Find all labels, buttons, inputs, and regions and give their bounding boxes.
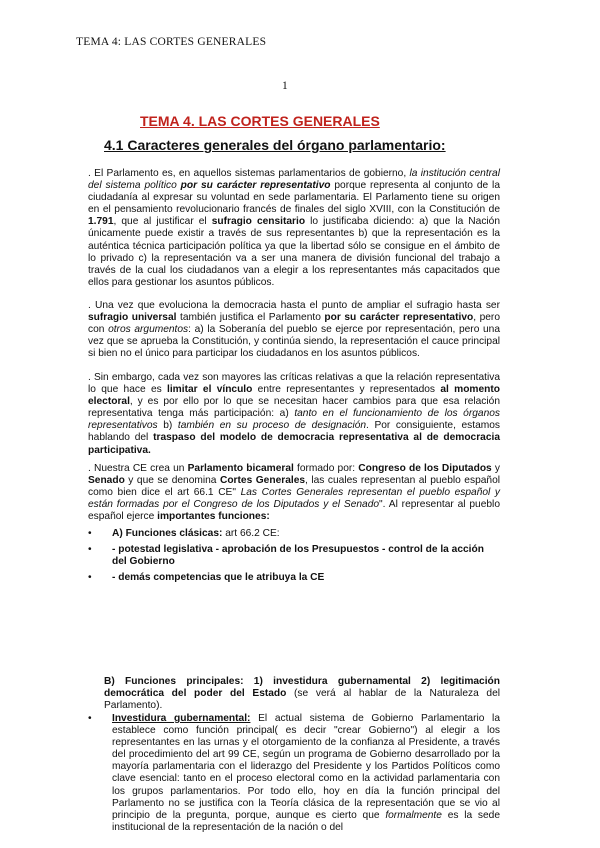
functions-item-3: - demás competencias que le atribuya la CE (112, 572, 325, 584)
p4-bold: Parlamento bicameral (187, 463, 294, 474)
list-item (88, 572, 500, 584)
p2-italic: otros argumentos (108, 324, 189, 336)
list-item (88, 528, 500, 540)
p4-text-2: formado por: (293, 463, 359, 474)
p3-text-4: b) (157, 420, 178, 432)
functions-b-bold: B) Funciones principales: 1) investidura gubernamental 2) legitimación democrática del poder del Estado (104, 676, 500, 700)
bullet: • (88, 713, 92, 724)
p1-text: . El Parlamento es, en aquellos sistemas parlamentarios de gobierno, (88, 168, 410, 179)
p3-text: . Sin embargo, cada vez son mayores las críticas relativas a que la relación representativa lo que hace es (88, 372, 500, 396)
paragraph-1 (88, 168, 500, 289)
paragraph-4 (88, 463, 500, 523)
list-item (88, 544, 500, 568)
p3-italic: tanto en el funcionamiento de los órganos representativos (88, 408, 500, 432)
functions-b-text: (se verá al hablar de la Naturaleza del Parlamento). (104, 688, 501, 712)
p4-text-5: , las cuales representan al pueblo español como bien dice el art 66.1 CE" (88, 475, 500, 499)
p2-text-2: también justifica el Parlamento (176, 312, 325, 324)
p3-text-2: entre representantes y representados (252, 384, 441, 396)
p1-year: 1.791 (88, 216, 114, 228)
p3-bold-2: al momento electoral (88, 384, 500, 408)
p3-text-5: . Por consiguiente, estamos hablando del (88, 420, 500, 444)
section-heading: 4.1 Caracteres generales del órgano parlamentario: (104, 137, 446, 153)
p4-text-6: ". Al representar al pueblo español ejerce (88, 499, 500, 523)
p3-italic-2: también en su proceso de designación (177, 420, 367, 432)
p2-text: . Una vez que evoluciona la democracia hasta el punto de ampliar el sufragio hasta ser (88, 300, 500, 311)
functions-a-label: A) Funciones clásicas: (112, 528, 223, 539)
p1-text-4: lo justificaba diciendo: a) que la Nación únicamente puede existir a través de sus representantes b) que la representación es la auténtica técnica participación política ya que la libertad sólo se consigue en el ámbito de lo privado c) la representación va a ser una manera de división funcional del trabajo a través de la cual los ciudadanos van a elegir a los representantes más capacitados que ellos para gestionar los asuntos públicos. (88, 216, 501, 288)
investidura-text: El actual sistema de Gobierno Parlamentario la establece como función principal( es decir "crear Gobierno") al elegir a los representantes en las urnas y el otorgamiento de la confianza al Presidente, a través del procedimiento del art 99 CE, según un programa de Gobierno desarrollado por la mayoría parlamentaria con el liderazgo del Presidente y los Partidos Políticos como clave esencial: tanto en el proceso electoral como en la actividad parlamentaria con los grupos parlamentarios. Por todo ello, hoy en día la función principal del Parlamento no se justifica con la Teoría clásica de la representación que se vio al principio de la pregunta, porque, aunque es cierto que (112, 713, 500, 821)
p3-bold: limitar el vínculo (167, 384, 253, 396)
functions-list (88, 528, 500, 588)
investidura-item (88, 713, 500, 834)
p4-text-4: y que se denomina (124, 475, 220, 487)
functions-a-rest: art 66.2 CE: (222, 528, 280, 539)
page-number: 1 (282, 80, 288, 92)
p1-sufragio: sufragio censitario (211, 216, 306, 228)
p1-text-2: porque representa al conjunto de la ciudadanía al expresar su voluntad en sede parlamentaria. El Parlamento tiene su origen en el pensamiento revolucionario francés de finales del siglo XVIII, con la Constitución de (88, 180, 500, 216)
bullet: • (88, 572, 92, 584)
investidura-italic: formalmente (385, 809, 442, 821)
paragraph-3 (88, 372, 500, 457)
functions-item-2: - potestad legislativa - aprobación de los Presupuestos - control de la acción del Gobierno (112, 544, 484, 568)
p4-quote: Las Cortes Generales representan el pueblo español y están formadas por el Congreso de los Diputados y el Senado (88, 487, 500, 511)
p4-bold-2: importantes funciones: (157, 511, 270, 523)
p3-text-3: , y es por ello por lo que se necesitan hacer cambios para que esa relación representativa tenga más participación: a) (88, 396, 500, 420)
p4-congreso: Congreso de los Diputados (358, 463, 492, 474)
functions-b (104, 676, 500, 712)
p2-text-3: , pero con (88, 312, 500, 336)
p2-sufragio: sufragio universal (88, 312, 177, 324)
investidura-body (88, 713, 500, 834)
p4-senado: Senado (88, 475, 125, 487)
bullet: • (88, 528, 92, 539)
p1-italic: la institución central del sistema político (88, 168, 500, 192)
p1-bold-italic: por su carácter representativo (180, 180, 331, 192)
p2-bold: por su carácter representativo (324, 312, 474, 324)
investidura-label: Investidura gubernamental: (112, 713, 251, 724)
bullet: • (88, 544, 92, 556)
p1-text-3: , que al justificar el (113, 216, 212, 228)
p4-text-3: y (491, 463, 500, 474)
p4-text: . Nuestra CE crea un (88, 463, 188, 474)
p2-text-4: : a) la Soberanía del pueblo se ejerce por representación, pero una vez que se aprueba la Constitución, y continúa siendo, la representación el cauce principal si bien no el único para participar los ciudadanos en los asuntos públicos. (88, 324, 500, 360)
running-header: TEMA 4: LAS CORTES GENERALES (76, 36, 267, 48)
p3-bold-3: traspaso del modelo de democracia representativa al de democracia participativa. (88, 432, 501, 456)
paragraph-2 (88, 300, 500, 360)
p4-cortes: Cortes Generales (219, 475, 306, 487)
chapter-title: TEMA 4. LAS CORTES GENERALES (140, 113, 380, 129)
investidura-text-2: es la sede institucional de la representación de la nación o del (112, 809, 500, 833)
